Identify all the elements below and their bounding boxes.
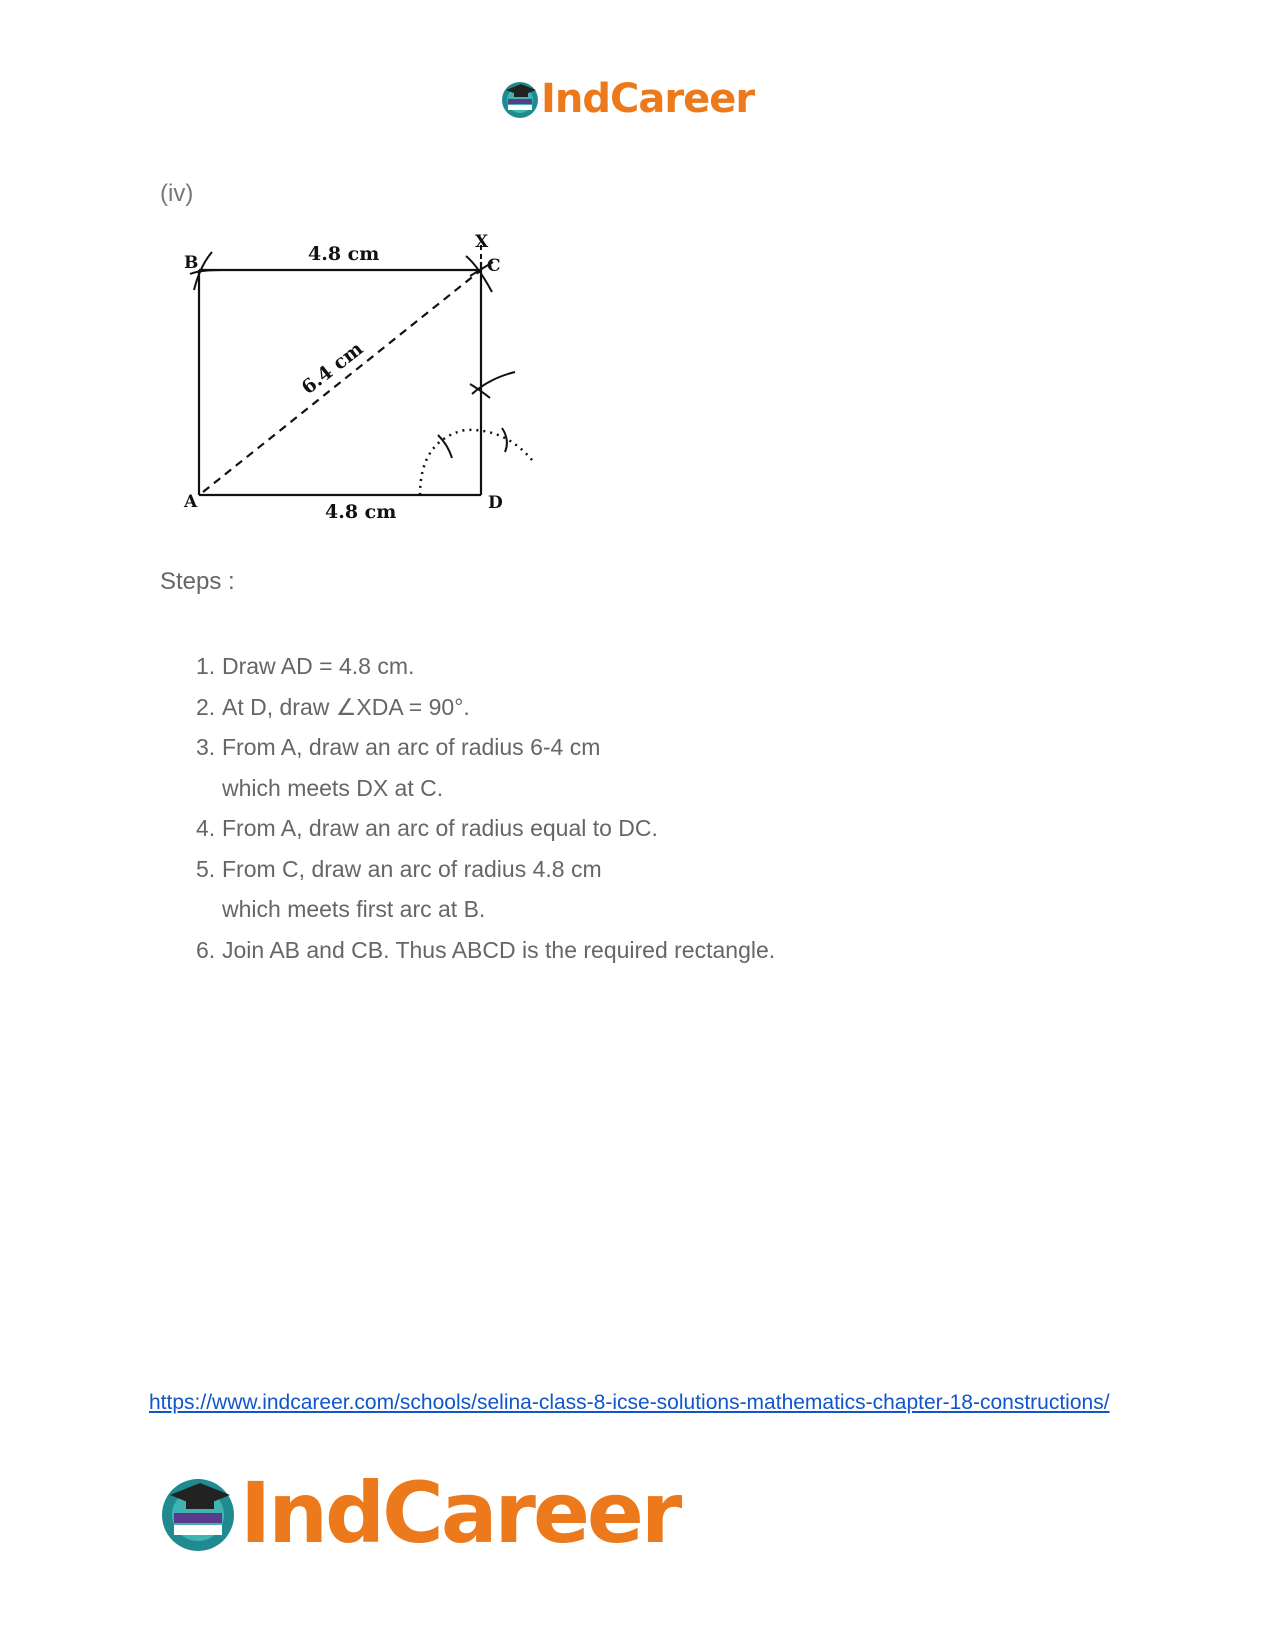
label-top-length: 4.8 cm <box>308 243 380 265</box>
step-item <box>196 646 775 687</box>
step-line: Join AB and CB. Thus ABCD is the required rectangle. <box>222 936 776 963</box>
label-diagonal: 6.4 cm <box>297 337 368 399</box>
diagonal-ac <box>203 270 481 492</box>
label-c: C <box>487 256 501 276</box>
step-number: 4. <box>196 815 216 841</box>
step-item <box>196 727 775 808</box>
label-bottom-length: 4.8 cm <box>325 501 397 523</box>
step-line: At D, draw ∠XDA = 90°. <box>222 693 470 720</box>
step-item <box>196 849 775 930</box>
step-line: From A, draw an arc of radius equal to DC. <box>222 815 658 841</box>
step-text <box>222 646 414 687</box>
step-number: 5. <box>196 855 216 882</box>
logo-text: IndCareer <box>541 76 755 122</box>
dotted-arc-d <box>420 430 532 495</box>
step-item <box>196 930 775 971</box>
step-text <box>222 930 775 971</box>
graduation-globe-icon <box>158 1473 238 1553</box>
step-line: From C, draw an arc of radius 4.8 cm <box>222 855 602 882</box>
source-link[interactable]: https://www.indcareer.com/schools/selina-class-8-icse-solutions-mathematics-chapter-18-constructions/ <box>149 1391 1110 1414</box>
step-number: 1. <box>196 653 216 679</box>
label-a: A <box>184 492 198 512</box>
arc-mark-2 <box>502 428 507 452</box>
step-number: 3. <box>196 734 216 760</box>
arc-dc <box>472 372 515 394</box>
step-text <box>222 808 658 849</box>
step-text <box>222 849 602 930</box>
step-text <box>222 687 470 728</box>
footer-logo <box>158 1464 679 1562</box>
step-line: which meets first arc at B. <box>222 896 486 922</box>
steps-list <box>196 646 775 970</box>
header-logo <box>500 76 754 122</box>
label-b: B <box>184 253 199 273</box>
label-x: X <box>475 232 489 252</box>
part-label: (iv) <box>160 180 194 207</box>
step-line: which meets DX at C. <box>222 774 444 801</box>
step-number: 2. <box>196 693 216 720</box>
step-item <box>196 808 775 849</box>
label-d: D <box>488 493 503 513</box>
steps-heading: Steps : <box>160 568 235 595</box>
step-text <box>222 727 600 808</box>
step-line: Draw AD = 4.8 cm. <box>222 653 415 679</box>
logo-text: IndCareer <box>240 1464 680 1562</box>
step-number: 6. <box>196 936 216 963</box>
graduation-globe-icon <box>500 79 540 119</box>
rectangle-construction-figure <box>175 225 535 525</box>
step-item <box>196 687 775 728</box>
step-line: From A, draw an arc of radius 6-4 cm <box>222 734 601 760</box>
